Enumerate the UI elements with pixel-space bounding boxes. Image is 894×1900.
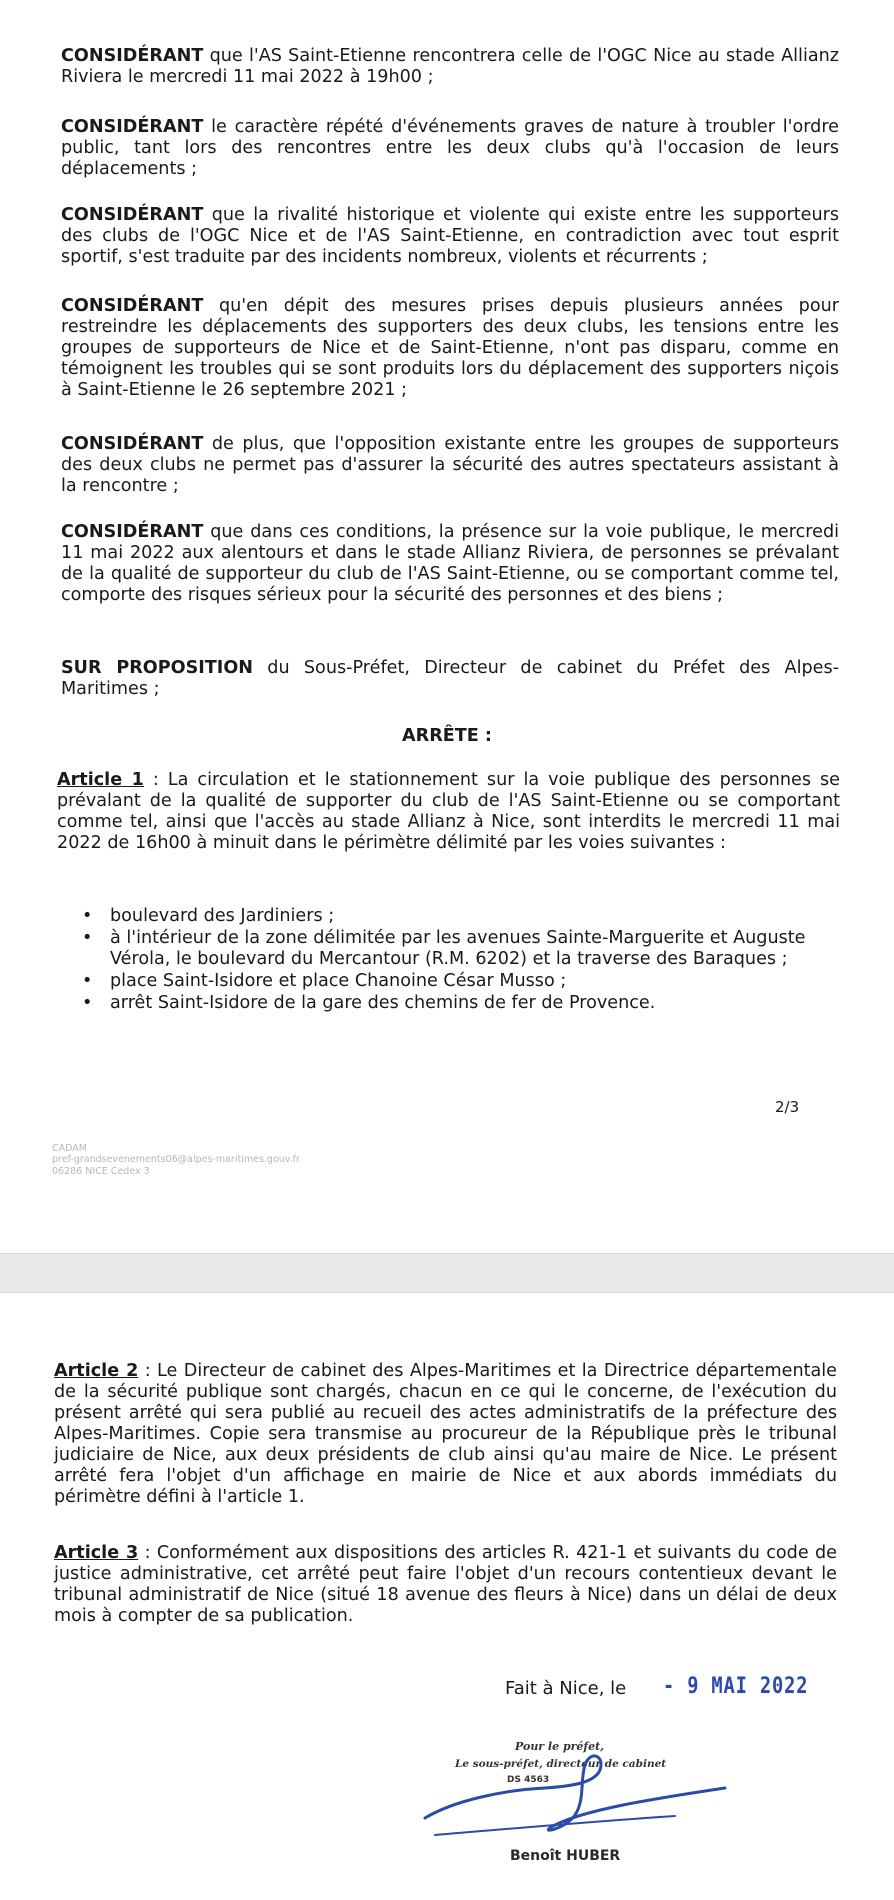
street-list (78, 906, 848, 1015)
article-2-label: Article 2 (54, 1361, 139, 1381)
signature-line-2: Le sous-préfet, directeur de cabinet (455, 1758, 667, 1770)
signature-line-1: Pour le préfet, (515, 1740, 605, 1753)
signatory-name: Benoît HUBER (510, 1848, 621, 1864)
article-3: Article 3 : Conformément aux dispositions des articles R. 421-1 et suivants du code de justice administrative, cet arrêté peut faire l'objet d'un recours contentieux devant le tribunal administratif de Nice (situé 18 avenue des fleurs à Nice) dans un délai de deux mois à compter de sa publication. (54, 1543, 837, 1626)
footer-address: CADAM pref-grandsevenements06@alpes-maritimes.gouv.fr 06286 NICE Cedex 3 (52, 1143, 300, 1177)
list-item: • à l'intérieur de la zone délimitée par les avenues Sainte-Marguerite et Auguste Vérola, le boulevard du Mercantour (R.M. 6202) et la traverse des Baraques ; (78, 928, 848, 970)
list-item: • place Saint-Isidore et place Chanoine César Musso ; (78, 971, 848, 992)
date-stamp: - 9 MAI 2022 (663, 1674, 809, 1699)
article-3-label: Article 3 (54, 1543, 139, 1563)
paragraph-considerant-5: CONSIDÉRANT de plus, que l'opposition existante entre les groupes de supporteurs des deux clubs ne permet pas d'assurer la sécurité des autres spectateurs assistant à la rencontre ; (61, 434, 839, 496)
article-2: Article 2 : Le Directeur de cabinet des Alpes-Maritimes et la Directrice départementale de la sécurité publique sont chargés, chacun en ce qui le concerne, de l'exécution du présent arrêté qui sera publié au recueil des actes administratifs de la préfecture des Alpes-Maritimes. Copie sera transmise au procureur de la République près le tribunal judiciaire de Nice, aux deux présidents de club ainsi qu'au maire de Nice. Le présent arrêté fera l'objet d'un affichage en mairie de Nice et aux abords immédiats du périmètre défini à l'article 1. (54, 1361, 837, 1507)
arrete-heading: ARRÊTE : (402, 726, 492, 746)
paragraph-sur-proposition: SUR PROPOSITION du Sous-Préfet, Directeur de cabinet du Préfet des Alpes-Maritimes ; (61, 658, 839, 699)
paragraph-considerant-6: CONSIDÉRANT que dans ces conditions, la présence sur la voie publique, le mercredi 11 mai 2022 aux alentours et dans le stade Allianz Riviera, de personnes se prévalant de la qualité de supporteur du club de l'AS Saint-Etienne, ou se comportant comme tel, comporte des risques sérieux pour la sécurité des personnes et des biens ; (61, 522, 839, 605)
paragraph-considerant-2: CONSIDÉRANT le caractère répété d'événements graves de nature à troubler l'ordre public, tant lors des rencontres entre les deux clubs qu'à l'occasion de leurs déplacements ; (61, 117, 839, 179)
article-1-label: Article 1 (57, 770, 144, 790)
fait-a-nice: Fait à Nice, le (505, 1678, 627, 1699)
paragraph-considerant-1: CONSIDÉRANT que l'AS Saint-Etienne rencontrera celle de l'OGC Nice au stade Allianz Riviera le mercredi 11 mai 2022 à 19h00 ; (61, 46, 839, 87)
article-1: Article 1 : La circulation et le stationnement sur la voie publique des personnes se prévalant de la qualité de supporter du club de l'AS Saint-Etienne ou se comportant comme tel, ainsi que l'accès au stade Allianz à Nice, sont interdits le mercredi 11 mai 2022 de 16h00 à minuit dans le périmètre délimité par les voies suivantes : (57, 770, 840, 853)
signature (415, 1730, 745, 1860)
page-number: 2/3 (775, 1098, 800, 1116)
page-separator (0, 1253, 894, 1293)
paragraph-considerant-4: CONSIDÉRANT qu'en dépit des mesures prises depuis plusieurs années pour restreindre les déplacements des supporters des deux clubs, les tensions entre les groupes de supporteurs de Nice et de Saint-Etienne, n'ont pas disparu, comme en témoignent les troubles qui se sont produits lors du déplacement des supporters niçois à Saint-Etienne le 26 septembre 2021 ; (61, 296, 839, 400)
signature-underline (435, 1816, 675, 1835)
paragraph-considerant-3: CONSIDÉRANT que la rivalité historique et violente qui existe entre les supporteurs des clubs de l'OGC Nice et de l'AS Saint-Etienne, en contradiction avec tout esprit sportif, s'est traduite par des incidents nombreux, violents et récurrents ; (61, 205, 839, 267)
list-item: • boulevard des Jardiniers ; (78, 906, 848, 927)
list-item: • arrêt Saint-Isidore de la gare des chemins de fer de Provence. (78, 993, 848, 1014)
signature-line-3: DS 4563 (507, 1775, 550, 1785)
